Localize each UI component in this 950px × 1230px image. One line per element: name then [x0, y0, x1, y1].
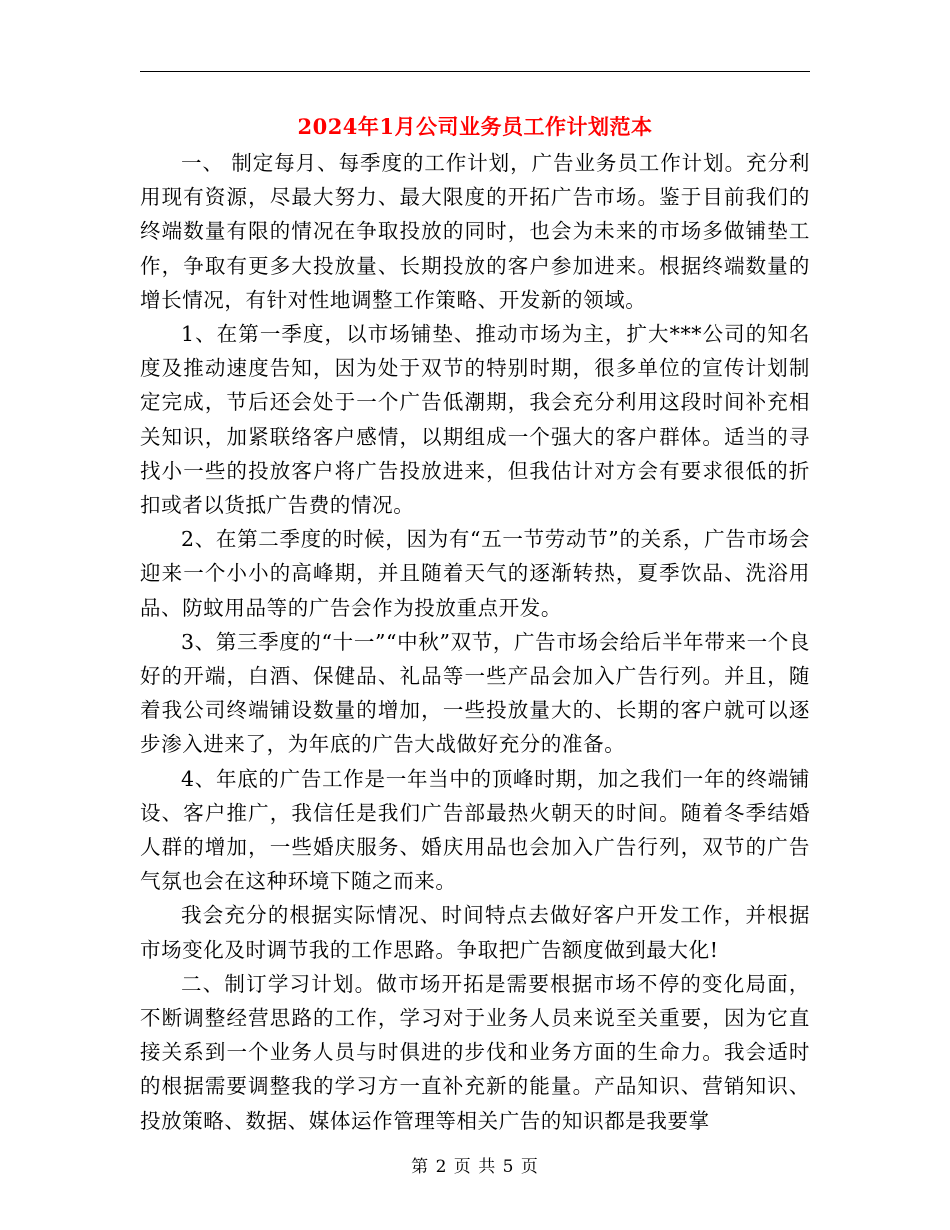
- paragraph-5: 4、年底的广告工作是一年当中的顶峰时期，加之我们一年的终端铺设、客户推广，我信任是我们广告部最热火朝天的时间。随着冬季结婚人群的增加，一些婚庆服务、婚庆用品也会加入广告行列，双节的广告气氛也会在这种环境下随之而来。: [140, 766, 810, 894]
- paragraph-2: 1、在第一季度，以市场铺垫、推动市场为主，扩大***公司的知名度及推动速度告知，因为处于双节的特别时期，很多单位的宣传计划制定完成，节后还会处于一个广告低潮期，我会充分利用这段时间补充相关知识，加紧联络客户感情，以期组成一个强大的客户群体。适当的寻找小一些的投放客户将广告投放进来，但我估计对方会有要求很低的折扣或者以货抵广告费的情况。: [140, 322, 810, 518]
- paragraph-4: 3、第三季度的“十一”“中秋”双节，广告市场会给后半年带来一个良好的开端，白酒、保健品、礼品等一些产品会加入广告行列。并且，随着我公司终端铺设数量的增加，一些投放量大的、长期的客户就可以逐步渗入进来了，为年底的广告大战做好充分的准备。: [140, 629, 810, 757]
- paragraph-6: 我会充分的根据实际情况、时间特点去做好客户开发工作，并根据市场变化及时调节我的工作思路。争取把广告额度做到最大化!: [140, 903, 810, 962]
- page-number-footer: 第 2 页 共 5 页: [411, 1157, 539, 1177]
- header-rule: [140, 71, 810, 72]
- paragraph-7: 二、制订学习计划。做市场开拓是需要根据市场不停的变化局面，不断调整经营思路的工作，学习对于业务人员来说至关重要，因为它直接关系到一个业务人员与时俱进的步伐和业务方面的生命力。我会适时的根据需要调整我的学习方一直补充新的能量。产品知识、营销知识、投放策略、数据、媒体运作管理等相关广告的知识都是我要掌: [140, 971, 810, 1133]
- paragraph-1: 一、 制定每月、每季度的工作计划，广告业务员工作计划。充分利用现有资源，尽最大努力、最大限度的开拓广告市场。鉴于目前我们的终端数量有限的情况在争取投放的同时，也会为未来的市场多做铺垫工作，争取有更多大投放量、长期投放的客户参加进来。根据终端数量的增长情况，有针对性地调整工作策略、开发新的领域。: [140, 151, 810, 312]
- document-title: 2024年1月公司业务员工作计划范本: [297, 114, 653, 139]
- paragraph-3: 2、在第二季度的时候，因为有“五一节劳动节”的关系，广告市场会迎来一个小小的高峰期，并且随着天气的逐渐转热，夏季饮品、洗浴用品、防蚊用品等的广告会作为投放重点开发。: [140, 527, 810, 620]
- document-body: [140, 146, 810, 1138]
